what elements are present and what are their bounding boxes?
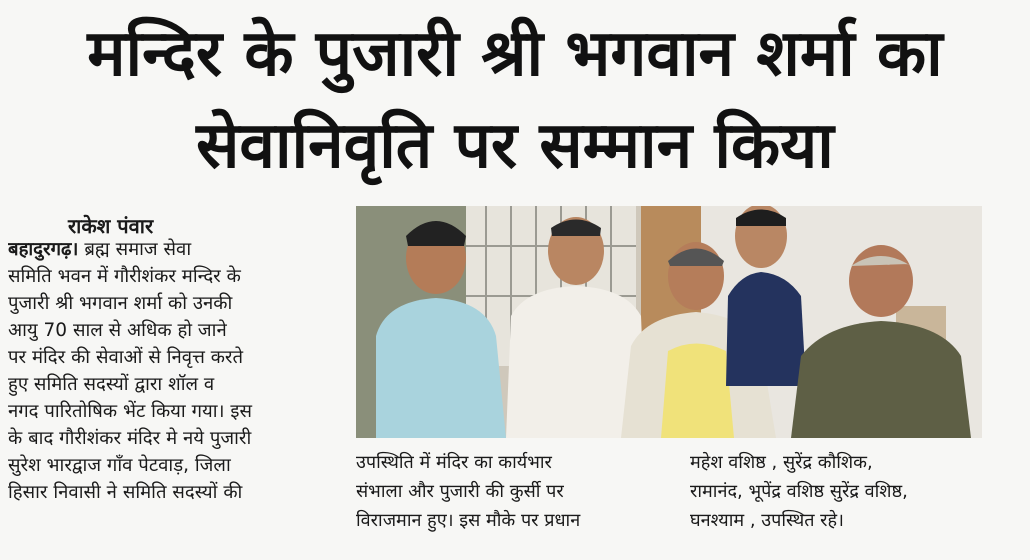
caption-column-1 bbox=[356, 448, 656, 535]
article-line bbox=[8, 236, 328, 263]
article-body bbox=[8, 236, 328, 506]
article-line: सुरेश भारद्वाज गाँव पेटवाड़, जिला bbox=[8, 455, 231, 476]
article-line: के बाद गौरीशंकर मंदिर मे नये पुजारी bbox=[8, 428, 252, 449]
caption-line: संभाला और पुजारी की कुर्सी पर bbox=[356, 481, 564, 502]
article-line: हुए समिति सदस्यों द्वारा शॉल व bbox=[8, 374, 215, 395]
news-photo bbox=[356, 206, 982, 438]
headline-line-2: सेवानिवृति पर सम्मान किया bbox=[196, 109, 834, 183]
caption-line: विराजमान हुए। इस मौके पर प्रधान bbox=[356, 510, 581, 531]
caption-line: घनश्याम , उपस्थित रहे। bbox=[690, 510, 844, 531]
caption-column-2 bbox=[690, 448, 990, 535]
article-line: पुजारी श्री भगवान शर्मा को उनकी bbox=[8, 293, 233, 314]
news-photo-illustration bbox=[356, 206, 982, 438]
article-line: आयु 70 साल से अधिक हो जाने bbox=[8, 320, 227, 341]
byline: राकेश पंवार bbox=[68, 214, 154, 238]
article-line: हिसार निवासी ने समिति सदस्यों की bbox=[8, 482, 243, 503]
article-line: नगद पारितोषिक भेंट किया गया। इस bbox=[8, 401, 252, 422]
dateline: बहादुरगढ़। bbox=[8, 239, 79, 260]
article-line: समिति भवन में गौरीशंकर मन्दिर के bbox=[8, 266, 241, 287]
headline-line-1: मन्दिर के पुजारी श्री भगवान शर्मा का bbox=[87, 17, 943, 91]
caption-line: रामानंद, भूपेंद्र वशिष्ठ सुरेंद्र वशिष्ठ, bbox=[690, 481, 908, 502]
headline bbox=[0, 8, 1030, 192]
caption-line: महेश वशिष्ठ , सुरेंद्र कौशिक, bbox=[690, 452, 873, 473]
caption-line: उपस्थिति में मंदिर का कार्यभार bbox=[356, 452, 552, 473]
article-line-text: ब्रह्म समाज सेवा bbox=[84, 239, 192, 260]
article-line: पर मंदिर की सेवाओं से निवृत्त करते bbox=[8, 347, 244, 368]
